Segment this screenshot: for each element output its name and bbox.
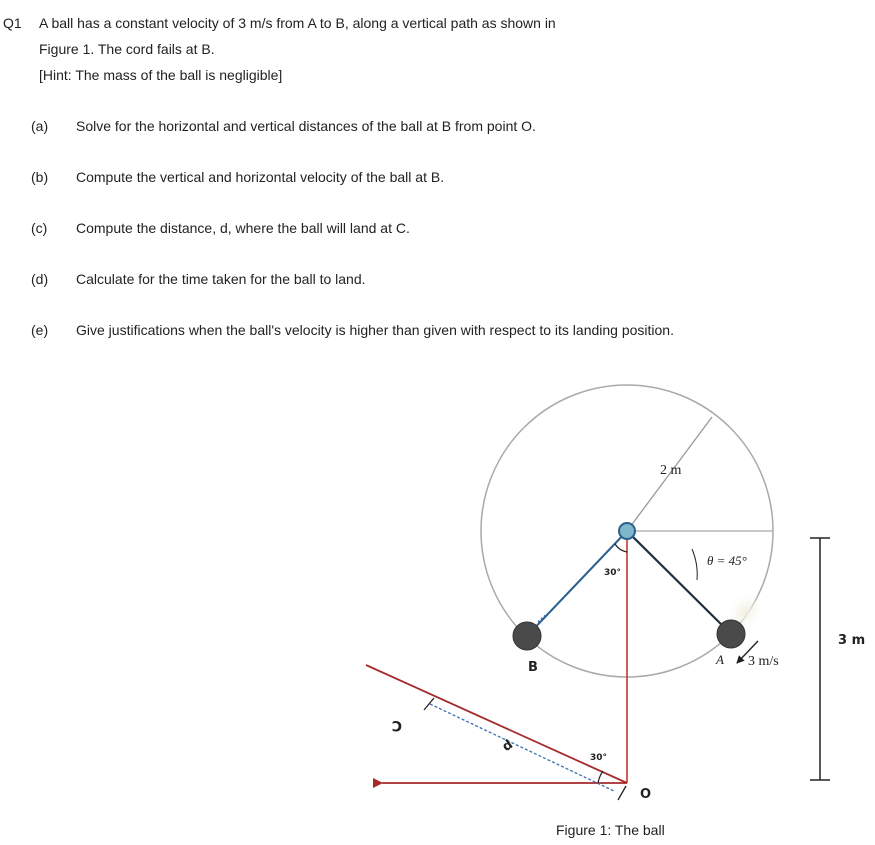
angle-o-label: 30° — [590, 753, 608, 763]
part-e-label: (e) — [31, 322, 49, 338]
question-number: Q1 — [3, 15, 22, 31]
ball-b — [513, 622, 541, 650]
distance-d-label: d — [499, 737, 516, 755]
figure-caption: Figure 1: The ball — [556, 822, 665, 838]
part-c-text: Compute the distance, d, where the ball will land at C. — [76, 220, 410, 236]
distance-tick-o — [618, 786, 626, 800]
part-b-text: Compute the vertical and horizontal velocity of the ball at B. — [76, 169, 445, 185]
distance-dimension-line — [430, 704, 614, 791]
part-c-label: (c) — [31, 220, 48, 236]
point-c-label: C — [391, 717, 402, 733]
cord-to-b — [527, 531, 627, 636]
theta-arc — [692, 549, 697, 580]
cord-to-a — [627, 531, 729, 632]
angle-b-label: 30° — [604, 568, 622, 578]
pivot — [619, 523, 635, 539]
part-b-label: (b) — [31, 169, 49, 185]
point-o-label: O — [640, 787, 652, 802]
inclined-ground-line — [366, 665, 627, 783]
part-d-label: (d) — [31, 271, 49, 287]
distance-tick-c — [424, 698, 434, 710]
part-a-label: (a) — [31, 118, 49, 134]
radius-label: 2 m — [660, 463, 682, 478]
theta-label: θ = 45° — [707, 553, 747, 568]
part-a-text: Solve for the horizontal and vertical distances of the ball at B from point O. — [76, 118, 536, 134]
height-label: 3 m — [838, 633, 866, 648]
question-intro-line1: A ball has a constant velocity of 3 m/s from A to B, along a vertical path as shown in — [39, 15, 556, 31]
question-intro-line2: Figure 1. The cord fails at B. — [39, 41, 215, 57]
angle-arc-b — [615, 544, 627, 552]
question-hint: [Hint: The mass of the ball is negligible] — [39, 67, 283, 83]
part-e-text: Give justifications when the ball's velocity is higher than given with respect to its landing position. — [76, 322, 674, 338]
angle-arc-o — [598, 771, 603, 783]
point-b-label: B — [528, 660, 538, 675]
point-a-label: A — [716, 652, 724, 667]
ball-a — [717, 620, 745, 648]
part-d-text: Calculate for the time taken for the ball to land. — [76, 271, 366, 287]
velocity-label: 3 m/s — [748, 654, 779, 669]
